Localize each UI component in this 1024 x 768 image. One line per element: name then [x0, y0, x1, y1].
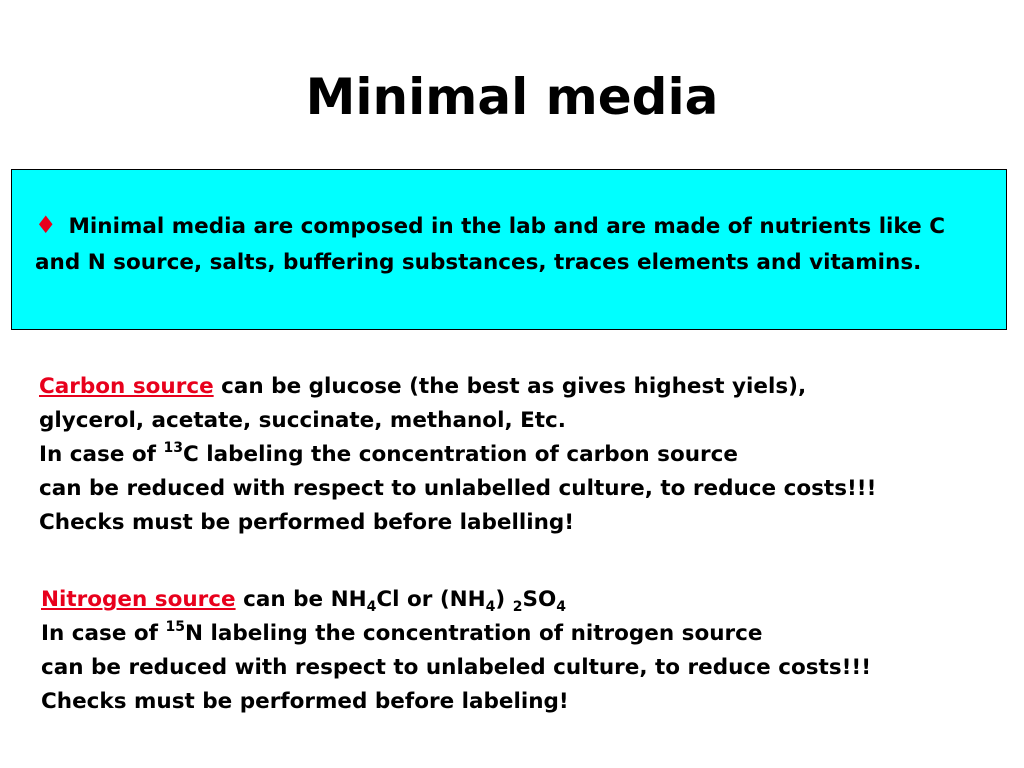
nitrogen-line-1-d: SO	[522, 587, 557, 612]
carbon-source-paragraph	[39, 370, 876, 540]
nitrogen-line-2-post: N labeling the concentration of nitrogen source	[185, 621, 763, 646]
nitrogen-line-2-pre: In case of	[41, 621, 166, 646]
nitrogen-isotope-superscript: 15	[165, 619, 186, 635]
nitrogen-line-1-a: can be NH	[235, 587, 367, 612]
nitrogen-sub-2: 4	[485, 599, 496, 615]
carbon-isotope-superscript: 13	[163, 440, 184, 456]
carbon-line-4: can be reduced with respect to unlabelled culture, to reduce costs!!!	[39, 476, 877, 501]
carbon-source-term: Carbon source	[39, 374, 214, 399]
intro-text-block	[35, 207, 995, 281]
nitrogen-sub-3: 2	[512, 599, 523, 615]
nitrogen-line-2	[41, 617, 871, 651]
intro-text: Minimal media are composed in the lab and are made of nutrients like C and N source, salts, buffering substances, traces elements and vitamins.	[35, 214, 945, 275]
nitrogen-line-3: can be reduced with respect to unlabeled culture, to reduce costs!!!	[41, 655, 872, 680]
carbon-line-2: glycerol, acetate, succinate, methanol, Etc.	[39, 408, 566, 433]
nitrogen-source-paragraph	[41, 583, 871, 719]
carbon-line-3-post: C labeling the concentration of carbon source	[183, 442, 738, 467]
carbon-line-1	[39, 370, 876, 404]
nitrogen-line-1-b: Cl or (NH	[376, 587, 486, 612]
nitrogen-sub-1: 4	[366, 599, 377, 615]
diamond-bullet-icon: ♦	[35, 211, 57, 239]
nitrogen-line-4: Checks must be performed before labeling!	[41, 689, 569, 714]
intro-box	[11, 169, 1007, 330]
carbon-line-3	[39, 438, 876, 472]
carbon-line-1-text: can be glucose (the best as gives highest yiels),	[213, 374, 807, 399]
nitrogen-line-1-c: )	[495, 587, 513, 612]
nitrogen-line-1	[41, 583, 871, 617]
nitrogen-sub-4: 4	[556, 599, 566, 615]
slide-title: Minimal media	[305, 68, 719, 126]
nitrogen-source-term: Nitrogen source	[41, 587, 236, 612]
carbon-line-3-pre: In case of	[39, 442, 164, 467]
carbon-line-5: Checks must be performed before labelling!	[39, 510, 575, 535]
